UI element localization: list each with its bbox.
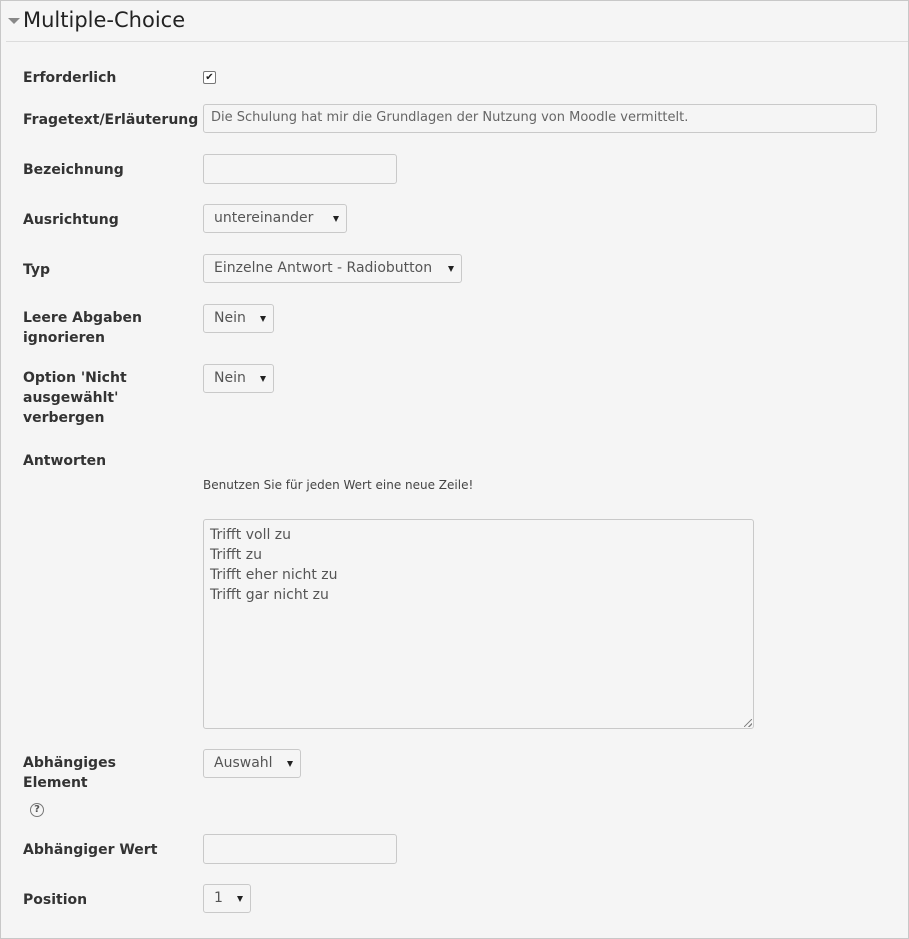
position-label: Position (23, 892, 88, 908)
dropdown-arrow-icon (333, 216, 339, 222)
hide-not-selected-label-line3: verbergen (23, 410, 105, 426)
question-text-label: Fragetext/Erläuterung (23, 112, 199, 128)
hide-not-selected-label (23, 368, 198, 428)
answers-hint: Benutzen Sie für jeden Wert eine neue Zeile! (203, 478, 474, 492)
type-label: Typ (23, 262, 51, 278)
name-field[interactable] (203, 154, 397, 184)
ignore-empty-select[interactable] (203, 304, 274, 333)
answers-textarea[interactable] (203, 519, 754, 729)
ignore-empty-label-line2: ignorieren (23, 330, 105, 346)
dropdown-arrow-icon (448, 266, 454, 272)
required-checkbox[interactable]: ✔ (203, 71, 216, 84)
type-selected: Einzelne Antwort - Radiobutton (214, 260, 433, 276)
answer-line: Trifft eher nicht zu (210, 567, 338, 583)
resize-handle-icon[interactable] (744, 719, 752, 727)
answers-label: Antworten (23, 453, 107, 469)
dependent-element-selected: Auswahl (214, 755, 273, 771)
answer-line: Trifft zu (210, 547, 262, 563)
alignment-label: Ausrichtung (23, 212, 119, 228)
section-header[interactable] (6, 7, 908, 42)
alignment-select[interactable] (203, 204, 347, 233)
type-select[interactable] (203, 254, 462, 283)
hide-not-selected-selected: Nein (214, 370, 246, 386)
dependent-element-label-line2: Element (23, 775, 88, 791)
hide-not-selected-select[interactable] (203, 364, 274, 393)
dependent-element-select[interactable] (203, 749, 301, 778)
required-label: Erforderlich (23, 70, 117, 86)
dependent-element-label-line1: Abhängiges (23, 755, 116, 771)
answer-line: Trifft gar nicht zu (210, 587, 329, 603)
dropdown-arrow-icon (237, 896, 243, 902)
dropdown-arrow-icon (260, 376, 266, 382)
question-text-field[interactable]: Die Schulung hat mir die Grundlagen der Nutzung von Moodle vermittelt. (203, 104, 877, 133)
dependent-value-field[interactable] (203, 834, 397, 864)
collapse-caret-icon[interactable] (8, 18, 20, 24)
answer-line: Trifft voll zu (210, 527, 292, 543)
ignore-empty-selected: Nein (214, 310, 246, 326)
section-title: Multiple-Choice (23, 8, 186, 32)
dropdown-arrow-icon (260, 316, 266, 322)
dropdown-arrow-icon (287, 761, 293, 767)
ignore-empty-label-line1: Leere Abgaben (23, 310, 142, 326)
dependent-element-label (23, 753, 198, 793)
position-selected: 1 (214, 890, 223, 906)
ignore-empty-label (23, 308, 198, 348)
question-circle-icon[interactable]: ? (30, 803, 44, 817)
alignment-selected: untereinander (214, 210, 314, 226)
position-select[interactable] (203, 884, 251, 913)
name-label: Bezeichnung (23, 162, 124, 178)
dependent-value-label: Abhängiger Wert (23, 842, 158, 858)
hide-not-selected-label-line2: ausgewählt' (23, 390, 119, 406)
hide-not-selected-label-line1: Option 'Nicht (23, 370, 127, 386)
